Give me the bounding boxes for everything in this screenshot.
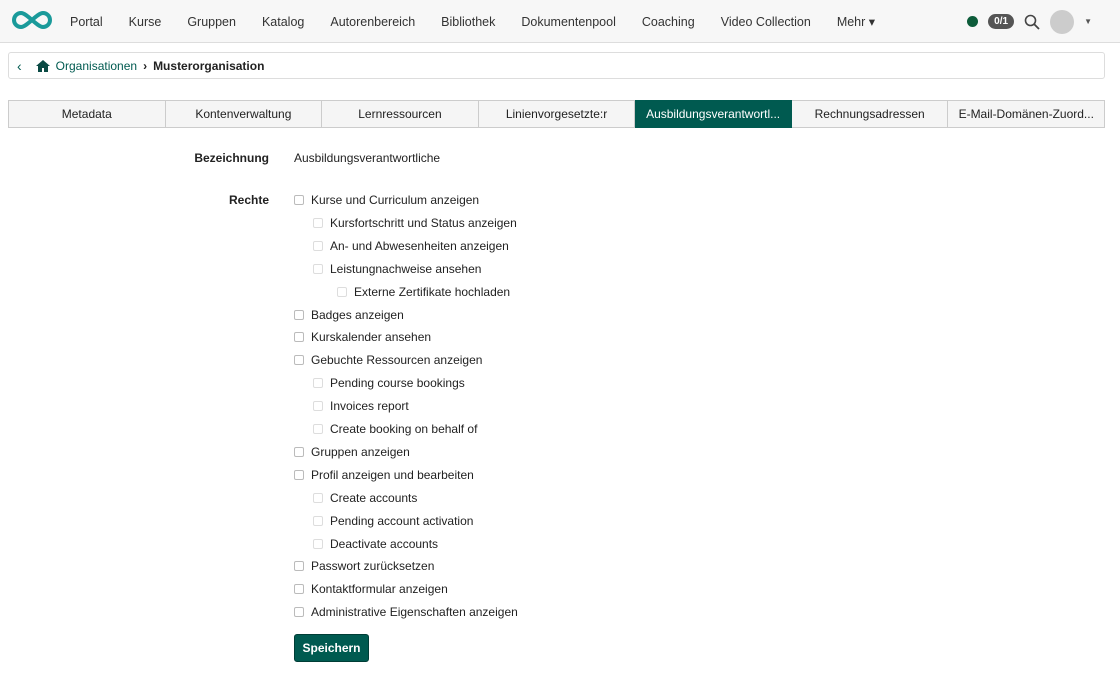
right-checkbox-row[interactable]: [313, 215, 517, 231]
tab-4[interactable]: Ausbildungsverantwortl...: [635, 100, 792, 128]
checkbox-label: Invoices report: [330, 399, 409, 414]
main-menu: [57, 0, 888, 43]
name-label: Bezeichnung: [194, 151, 269, 165]
save-button[interactable]: Speichern: [294, 634, 369, 662]
checkbox[interactable]: [313, 378, 323, 388]
checkbox-label: Create booking on behalf of: [330, 422, 478, 436]
checkbox-label: Kontaktformular anzeigen: [311, 582, 448, 597]
checkbox-label: Gruppen anzeigen: [311, 444, 410, 459]
top-nav: [0, 0, 1120, 43]
checkbox[interactable]: [294, 607, 304, 617]
tab-bar: [8, 100, 1105, 128]
checkbox-label: Deactivate accounts: [330, 536, 439, 551]
right-checkbox-row[interactable]: [294, 558, 434, 574]
checkbox-label: Kurskalender ansehen: [311, 330, 432, 345]
right-checkbox-row[interactable]: [294, 467, 474, 483]
checkbox-label: An- und Abwesenheiten anzeigen: [330, 238, 509, 253]
nav-item-video-collection[interactable]: Video Collection: [720, 14, 811, 29]
checkbox-label: Administrative Eigenschaften anzeigen: [311, 605, 518, 620]
right-checkbox-row[interactable]: [313, 238, 509, 254]
nav-item-kurse[interactable]: Kurse: [128, 14, 162, 29]
checkbox[interactable]: [294, 195, 304, 205]
right-checkbox-row[interactable]: [337, 284, 510, 300]
checkbox[interactable]: [294, 332, 304, 342]
checkbox-label: Pending account activation: [330, 513, 474, 528]
nav-item-coaching[interactable]: Coaching: [641, 14, 695, 29]
search-icon[interactable]: [1024, 14, 1040, 30]
tab-0[interactable]: Metadata: [8, 100, 166, 128]
right-checkbox-row[interactable]: [294, 444, 410, 460]
checkbox-label: Gebuchte Ressourcen anzeigen: [311, 353, 483, 368]
nav-item-bibliothek[interactable]: Bibliothek: [441, 14, 496, 29]
right-checkbox-row[interactable]: [294, 581, 448, 597]
checkbox-label: Create accounts: [330, 490, 418, 505]
checkbox[interactable]: [294, 447, 304, 457]
checkbox[interactable]: [313, 218, 323, 228]
right-checkbox-row[interactable]: [294, 307, 404, 323]
checkbox[interactable]: [294, 470, 304, 480]
breadcrumb-current: Musterorganisation: [153, 58, 265, 73]
status-online-icon[interactable]: [967, 16, 978, 27]
right-checkbox-row[interactable]: [313, 536, 438, 552]
tab-5[interactable]: Rechnungsadressen: [792, 100, 949, 128]
checkbox[interactable]: [294, 355, 304, 365]
tab-6[interactable]: E-Mail-Domänen-Zuord...: [948, 100, 1105, 128]
tab-3[interactable]: Linienvorgesetzte:r: [479, 100, 636, 128]
checkbox-label: Pending course bookings: [330, 376, 465, 391]
tab-1[interactable]: Kontenverwaltung: [166, 100, 323, 128]
nav-item-portal[interactable]: Portal: [70, 14, 103, 29]
checkbox[interactable]: [294, 584, 304, 594]
right-checkbox-row[interactable]: [313, 261, 481, 277]
right-checkbox-row[interactable]: [294, 329, 431, 345]
nav-item-autorenbereich[interactable]: Autorenbereich: [330, 14, 416, 29]
checkbox[interactable]: [313, 516, 323, 526]
nav-item-mehr[interactable]: Mehr ▾: [836, 15, 876, 29]
checkbox-label: Kursfortschritt und Status anzeigen: [330, 215, 517, 230]
name-value: Ausbildungsverantwortliche: [294, 151, 441, 165]
rights-label: Rechte: [228, 193, 269, 207]
checkbox[interactable]: [313, 401, 323, 411]
right-checkbox-row[interactable]: [294, 192, 479, 208]
checkbox[interactable]: [337, 287, 347, 297]
avatar[interactable]: [1050, 10, 1074, 34]
checkbox-label: Profil anzeigen und bearbeiten: [311, 467, 474, 482]
home-icon[interactable]: [36, 60, 50, 72]
chevron-right-icon: ›: [143, 58, 148, 73]
checkbox[interactable]: [294, 310, 304, 320]
nav-item-gruppen[interactable]: Gruppen: [187, 14, 236, 29]
checkbox-label: Leistungnachweise ansehen: [330, 261, 482, 276]
breadcrumb-organisationen[interactable]: Organisationen: [55, 58, 138, 73]
checkbox-label: Externe Zertifikate hochladen: [354, 284, 511, 299]
right-checkbox-row[interactable]: [313, 375, 465, 391]
checkbox[interactable]: [313, 424, 323, 434]
nav-item-katalog[interactable]: Katalog: [261, 14, 305, 29]
breadcrumb: [8, 52, 1105, 79]
checkbox[interactable]: [313, 539, 323, 549]
right-checkbox-row[interactable]: [313, 398, 409, 414]
right-checkbox-row[interactable]: [313, 513, 473, 529]
checkbox-label: Kurse und Curriculum anzeigen: [311, 193, 480, 207]
checkbox[interactable]: [313, 493, 323, 503]
logo-icon[interactable]: [10, 9, 54, 31]
checkbox[interactable]: [313, 264, 323, 274]
checkbox-label: Badges anzeigen: [311, 307, 404, 322]
chevron-down-icon[interactable]: ▼: [1084, 17, 1092, 26]
nav-item-dokumentenpool[interactable]: Dokumentenpool: [521, 14, 616, 29]
checkbox[interactable]: [313, 241, 323, 251]
right-checkbox-row[interactable]: [313, 421, 477, 437]
checkbox-label: Passwort zurücksetzen: [311, 559, 435, 574]
checkbox[interactable]: [294, 561, 304, 571]
right-checkbox-row[interactable]: [313, 490, 417, 506]
notification-badge[interactable]: 0/1: [988, 14, 1014, 29]
right-checkbox-row[interactable]: [294, 352, 482, 368]
back-icon[interactable]: ‹: [17, 57, 22, 74]
tab-2[interactable]: Lernressourcen: [322, 100, 479, 128]
right-checkbox-row[interactable]: [294, 604, 518, 620]
